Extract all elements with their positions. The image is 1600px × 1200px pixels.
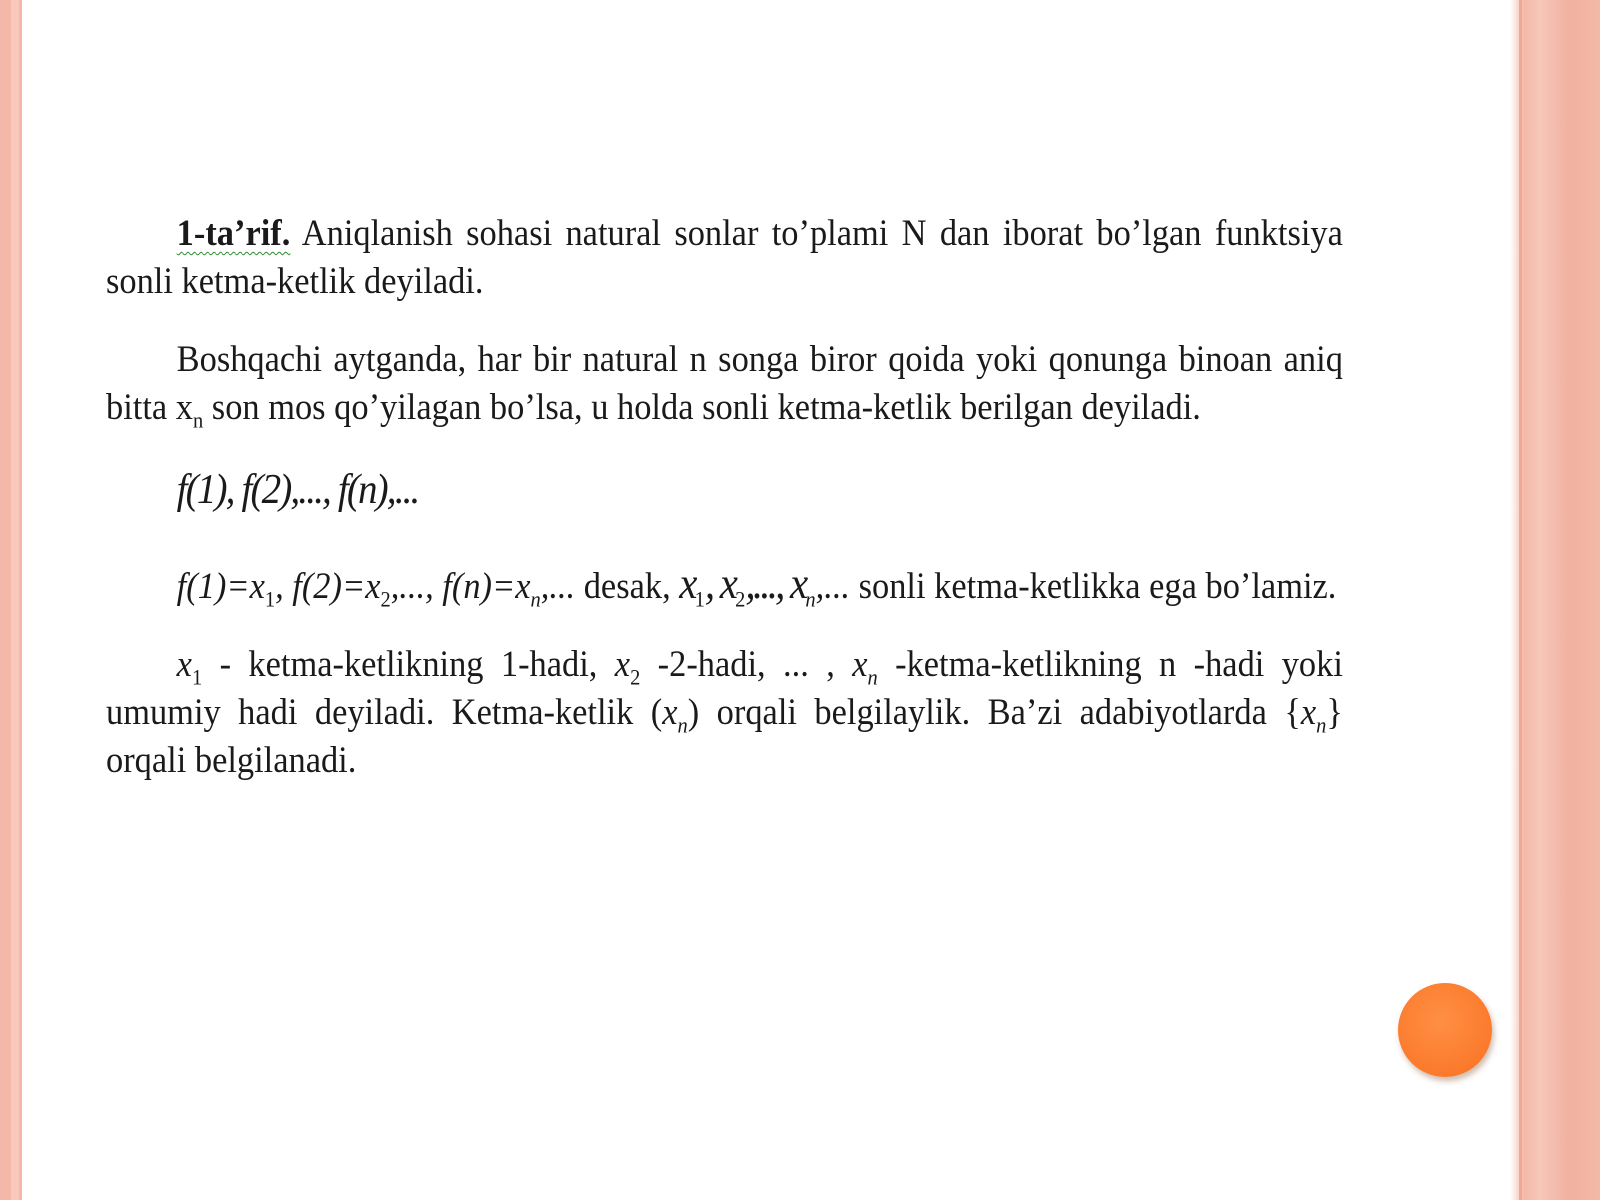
definition-text: Aniqlanish sohasi natural sonlar to’plami N dan iborat bo’lgan funktsiya sonli ketma-ketlik deyiladi.: [106, 213, 1343, 302]
brace-sub: n: [1316, 712, 1327, 738]
formula-sub-n: n: [530, 586, 541, 612]
formula-f1: f(1)=x: [176, 566, 265, 607]
explanation-subscript: n: [192, 407, 204, 433]
definition-label: 1-ta’rif.: [176, 213, 291, 254]
seq-xn: ,..., x: [745, 559, 806, 608]
formula-sub-1: 1: [264, 586, 276, 612]
left-border-inner-decoration: [11, 0, 19, 1200]
term-text-5: orqali belgilanadi.: [106, 740, 357, 781]
slide-content: [106, 210, 1343, 785]
terms-paragraph: [106, 641, 1343, 785]
sequence-definition-line: [106, 560, 1343, 611]
seq-x2: , x: [704, 559, 736, 608]
explanation-text-1: Boshqachi aytganda, har bir natural n songa biror qoida yoki qonunga binoan aniq bitta x: [106, 339, 1343, 428]
formula-fn: ,..., f(n)=x: [390, 566, 531, 607]
explanation-text-2: son mos qo’yilagan bo’lsa, u holda sonli ketma-ketlik berilgan deyiladi.: [203, 387, 1201, 428]
sequence-formula: f(1), f(2),..., f(n),...: [176, 467, 419, 513]
formula-tail-text: sonli ketma-ketlikka ega bo’lamiz.: [850, 566, 1337, 607]
seq-sub-1: 1: [694, 586, 705, 612]
term-text-3: -ketma-ketlikning n -hadi yoki umumiy hadi deyiladi. Ketma-ketlik: [106, 644, 1343, 733]
term-x2: x: [614, 644, 631, 685]
paren-close: ): [687, 692, 700, 733]
paren-x: x: [662, 692, 678, 733]
formula-ellipsis: ,...: [540, 566, 576, 607]
brace-open: {: [1284, 692, 1301, 733]
right-border-decoration: [1510, 0, 1600, 1200]
term-text-2: -2-hadi, ... ,: [640, 644, 853, 685]
right-border-line: [1519, 0, 1522, 1200]
definition-paragraph: [106, 210, 1343, 306]
term-sub-n: n: [867, 664, 878, 690]
explanation-paragraph: [106, 336, 1343, 432]
term-xn: x: [852, 644, 868, 685]
seq-x1: x: [679, 559, 695, 608]
paren-open: (: [650, 692, 663, 733]
brace-close: }: [1326, 692, 1343, 733]
term-text-4: orqali belgilaylik. Ba’zi adabiyotlarda: [699, 692, 1285, 733]
orange-circle-decoration: [1398, 983, 1492, 1077]
term-x1: x: [176, 644, 192, 685]
term-text-1: - ketma-ketlikning 1-hadi,: [202, 644, 615, 685]
term-sub-1: 1: [191, 664, 203, 690]
brace-x: x: [1300, 692, 1317, 733]
paren-sub: n: [677, 712, 688, 738]
seq-ellipsis: ,...: [815, 566, 851, 607]
formula-sub-2: 2: [380, 586, 391, 612]
term-sub-2: 2: [630, 664, 641, 690]
seq-sub-2: 2: [735, 586, 746, 612]
formula-desak: desak,: [575, 566, 680, 607]
seq-sub-n: n: [805, 586, 816, 612]
formula-f2: , f(2)=x: [275, 566, 381, 607]
